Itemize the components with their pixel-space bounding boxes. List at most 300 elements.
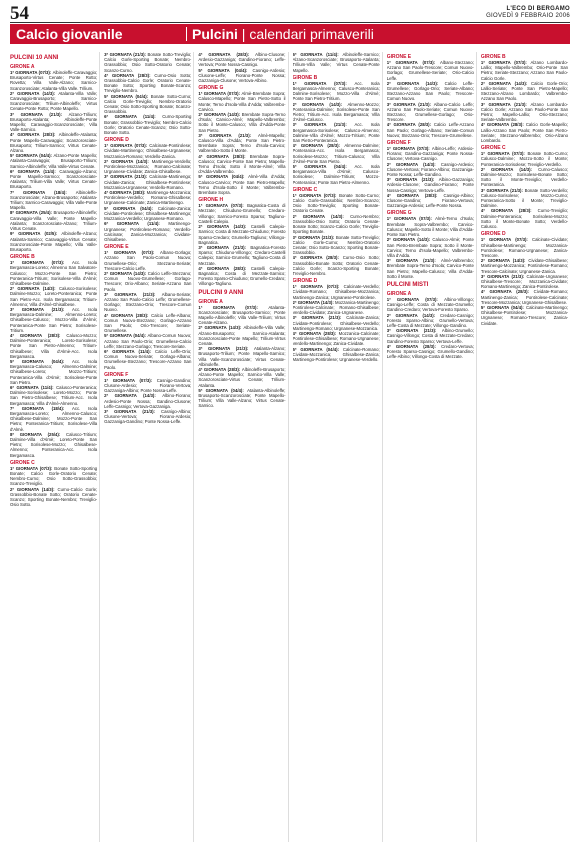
matchday-entry: [481, 258, 568, 274]
matchday-entry: [387, 297, 474, 313]
matchday-fixtures: Atalanta-Villa Valle; Caravaggio-Brusaporto; Sarnico-Scanzorosciate; Trilium-Albinoleffe; Virtus Cenate-Ponte Rotto; Ponte Mapello.: [10, 90, 98, 112]
matchday-entry: [387, 313, 474, 329]
matchday-label: 2ª GIORNATA (14/3):: [480, 80, 532, 86]
matchday-label: 2ª GIORNATA (14/3):: [386, 80, 445, 86]
matchday-fixtures: Casnigo-Ardesio; Clusone-Leffe; Fiorano-Ponte Nossa; Gazzaniga-Clusone; Vertova-Albino.: [198, 67, 286, 84]
matchday-entry: [104, 378, 191, 394]
matchday-fixtures: Curno-Nembro; Grassobbio-Osio Sotto; Oratorio Cenate-Bonate Sotto; Scanzo-Calcio Gorle; Treviglio-Sporting Bonate.: [292, 213, 380, 235]
group-heading: GIRONE E: [104, 244, 129, 251]
matchday-fixtures: Albinoleffe-Scanzorosciate; Alzano-Brusaporto; Atalanta-Trilium; Sarnico-Caravaggio; Villa Valle-Ponte Mapello.: [10, 189, 98, 211]
matchday-fixtures: Acc. Isola Bergamasca-Calusco; Almenno-Dalmine; Ghisalbese-Loreto; Mozzo-Tritium; Ponteranica-Villa d'Almè; Sorisolese-Ponte San Pietro.: [10, 358, 98, 385]
matchday-label: 4ª GIORNATA (28/3):: [104, 72, 155, 78]
matchday-label: 1ª GIORNATA (07/3):: [386, 296, 445, 302]
matchday-entry: [387, 344, 474, 360]
matchday-entry: [481, 305, 568, 326]
matchday-entry: [104, 271, 191, 292]
matchday-entry: [481, 289, 568, 305]
matchday-fixtures: Calusco-Mozzo; Dalmine-Ponteranica; Loreto-Sorisolese; Ponte San Pietro-Almenno; Tritium-Ghisalbese; Villa d'Almè-Acc. Isola Bergamasca.: [10, 332, 98, 359]
matchday-fixtures: Bonate Sotto-Curno; Calcio Gorle-Grassobbio; Nembro-Scanzo; Osio Sotto-Treviglio; Sporting Bonate-Oratorio Cenate.: [292, 192, 380, 214]
matchday-fixtures: Albinoleffe-Brusaporto; Alzano-Ponte Mapello; Sarnico-Villa Valle; Scanzorosciate-Virtus Cenate; Trilium-Atalanta.: [198, 366, 286, 388]
matchday-label: 2ª GIORNATA (14/3):: [292, 213, 351, 219]
matchday-entry: [481, 237, 568, 258]
matchday-entry: [104, 52, 191, 73]
matchday-entry: [387, 81, 474, 102]
matchday-label: 4ª GIORNATA (28/3):: [104, 190, 147, 196]
group-heading: GIRONE G: [198, 85, 224, 92]
banner-title-bold: Pulcini: [192, 26, 238, 42]
category-heading: PULCINI MISTI: [386, 281, 429, 288]
matchday-label: 2ª GIORNATA (14/3):: [198, 112, 242, 118]
matchday-label: 9ª GIORNATA (02/5):: [10, 231, 62, 237]
matchday-label: 4ª GIORNATA (28/3):: [198, 265, 251, 271]
matchday-entry: [104, 206, 191, 222]
issue-date: GIOVEDÌ 9 FEBBRAIO 2006: [486, 13, 570, 19]
matchday-entry: [387, 216, 474, 237]
matchday-label: 2ª GIORNATA (14/3):: [198, 325, 244, 331]
page-header: [10, 3, 570, 24]
matchday-label: 6ª GIORNATA (11/4):: [10, 384, 57, 390]
group-heading: GIRONE H: [198, 197, 224, 204]
newspaper-name: L'ECO DI BERGAMO: [506, 6, 570, 12]
matchday-fixtures: Calcio Leffe-Stezzano; Comun Nuovo-Grumellese; Gorlago-Trescore; Orio-Albano; Seriate-Azzano San Paolo.: [104, 270, 192, 292]
category-heading: PULCINI 9 ANNI: [198, 289, 244, 296]
schedule-column: [198, 52, 288, 842]
matchday-entry: [198, 305, 285, 326]
group-heading: GIRONE E: [386, 54, 412, 60]
matchday-entry: [104, 174, 191, 190]
matchday-entry: [293, 235, 380, 256]
matchday-entry: [104, 221, 191, 242]
matchday-label: 5ª GIORNATA (04/4):: [292, 164, 355, 170]
matchday-entry: [10, 432, 97, 458]
matchday-label: 2ª GIORNATA (14/3):: [480, 166, 539, 172]
matchday-label: 1ª GIORNATA (07/3):: [292, 80, 355, 86]
matchday-fixtures: Acc. Isola Bergamasca-Almenno; Calusco-Ponteranica; Dalmine-Sorisolese; Mozzo-Villa d'Almè; Ponte San Pietro-Tritium.: [292, 80, 380, 102]
matchday-label: 5ª GIORNATA (04/4):: [292, 346, 343, 352]
matchday-entry: [481, 60, 568, 81]
matchday-fixtures: Atalanta-Scanzorosciate; Brusaporto-Sarnico; Ponte Mapello-Albinoleffe; Villa Valle-Trilium; Virtus Cenate-Alzano.: [198, 304, 286, 326]
matchday-fixtures: Albinoleffe-Sarnico; Alzano-Scanzorosciate; Brusaporto-Atalanta; Trilium-Villa Valle; Virtus Cenate-Ponte Mapello.: [292, 52, 380, 73]
matchday-fixtures: Bonate Sotto-Treviglio; Calcio Gorle-Sporting Bonate; Nembro-Grassobbio; Osio Sotto-Oratorio Cenate; Scanzo-Curno.: [104, 52, 192, 73]
matchday-fixtures: Caravaggio-Alzano; Ponte Mapello-Sarnico; Scanzorosciate-Atalanta; Trilium-Villa Valle; Virtus Cenate-Brusaporto.: [10, 168, 98, 190]
matchday-label: 2ª GIORNATA (14/3):: [10, 486, 58, 492]
matchday-entry: [10, 406, 97, 432]
matchday-entry: [293, 315, 380, 331]
matchday-entry: [198, 388, 285, 409]
matchday-entry: [481, 274, 568, 290]
matchday-label: 3ª GIORNATA (21/3):: [292, 315, 347, 321]
group-heading: GIRONE A: [386, 290, 412, 297]
banner-title: [192, 25, 374, 43]
matchday-fixtures: Calusco-Sorisolese; Dalmine-Mozzo; Loreto-Ponteranica; Ponte San Pietro-Acc. Isola Bergamasca; Tritium-Almenno; Villa d'Almè-Ghisalbese.: [10, 286, 98, 307]
matchday-entry: [10, 169, 97, 190]
matchday-entry: [104, 250, 191, 271]
matchday-label: 5ª GIORNATA (04/4):: [104, 333, 148, 339]
matchday-entry: [104, 94, 191, 115]
matchday-fixtures: Albano-Seriate; Azzano San Paolo-Calcio Leffe; Grumellese-Gorlago; Stezzano-Orio; Trescore-Comun Nuovo.: [104, 291, 192, 313]
matchday-fixtures: Albano-Gorlago; Azzano San Paolo-Comun Nuovo; Grumellese-Orio; Stezzano-Seriate; Trescore-Calcio Leffe.: [104, 250, 192, 271]
matchday-entry: [198, 68, 285, 84]
group-heading: GIRONE C: [292, 186, 318, 193]
group-heading: GIRONE D: [292, 278, 318, 285]
matchday-entry: [387, 122, 474, 138]
matchday-label: 3ª GIORNATA (21/3):: [104, 291, 162, 297]
matchday-entry: [104, 190, 191, 206]
matchday-entry: [293, 81, 380, 102]
matchday-label: 3ª GIORNATA (21/3):: [292, 234, 336, 240]
matchday-entry: [293, 214, 380, 235]
matchday-entry: [481, 102, 568, 123]
matchday-fixtures: Calcio Leffe-Albano; Comun Nuovo-Stezzano; Gorlago-Azzano San Paolo; Orio-Trescore; Seriate-Grumellese.: [104, 312, 192, 334]
matchday-label: 4ª GIORNATA (28/3):: [480, 122, 526, 128]
matchday-fixtures: Castelli Calepio-Bagnatica; Costa di Mezzate-Sarnico; Foresto Sparso-Chiuduno; Grumello-Credaro; Villongo-Tagliuno.: [198, 265, 286, 287]
matchday-fixtures: Acc. Isola Bergamasca-Loreto; Almenno-Calusco; Ghisalbese-Dalmine; Mozzo-Ponte San Pietro; Ponteranica-Tritium; Sorisolese-Villa d'Almè.: [10, 405, 98, 432]
matchday-entry: [10, 385, 97, 406]
matchday-fixtures: Albino-Villongo; Casnigo-Leffe; Costa di Mezzate-Grumello; Gandino-Credaro; Vertova-Foresto Sparso.: [386, 296, 474, 313]
matchday-fixtures: Calcio Gorle-Orio; Lallio-Seriate; Ponte San Pietro-Mapello; Stezzano-Alzano Lombardo; Valbrembo-Azzano San Paolo.: [480, 80, 569, 102]
matchday-entry: [293, 102, 380, 123]
group-heading: GIRONE C: [10, 459, 35, 466]
matchday-fixtures: Alzano-Trilium; Brusaporto-Atalanta; Albinoleffe-Ponte Mapello; Caravaggio-Scanzorosciate; Villa Valle-Sarnico.: [10, 111, 98, 133]
category-heading: PULCINI 10 ANNI: [10, 55, 59, 61]
matchday-entry: [10, 359, 97, 385]
matchday-fixtures: Acc. Isola Bergamasca-Loreto; Almenno San Salvatore-Calusco; Mozzo-Ponte San Pietro; Ponteranica-Tritium; Sorisolese-Villa d'Almè; Ghisalbese-Dalmine.: [10, 260, 98, 286]
matchday-label: 1ª GIORNATA (07/3):: [198, 304, 269, 310]
matchday-label: 1ª GIORNATA (07/3):: [104, 143, 150, 149]
matchday-fixtures: Bagnatica-Costa di Mezzate; Chiuduno-Grumello; Credaro-Villongo; Sarnico-Foresto Sparso; Tagliuno-Castelli Calepio.: [198, 203, 286, 224]
matchday-entry: [104, 333, 191, 349]
matchday-fixtures: Bonate Sotto-Verdello; Calusco-Sorisolese; Mozzo-Curno; Ponteranica-Sotto il Monte; Treviglio-Dalmine.: [480, 187, 569, 209]
group-heading: GIRONE D: [104, 137, 129, 144]
matchday-entry: [198, 52, 285, 68]
matchday-fixtures: Castelli Calepio-Sarnico; Costa di Mezzate-Chiuduno; Foresto Sparso-Credaro; Grumello-Tagliuno; Villongo-Bagnatica.: [198, 224, 286, 245]
matchday-fixtures: Acc. Isola Bergamasca-Sorisolese; Calusco-Almenno; Dalmine-Villa d'Almè; Mozzo-Tritium; Ponte San Pietro-Ponteranica.: [292, 122, 380, 144]
matchday-entry: [481, 122, 568, 143]
schedule-column: [293, 52, 383, 842]
matchday-fixtures: Bonate Sotto-Curno; Calusco-Dalmine; Mozzo-Sotto il Monte; Ponteranica-Sorisolese; Treviglio-Verdello.: [480, 151, 569, 167]
matchday-fixtures: Calcinate-Martinengo; Ghisalbese-Pontirolese; Mozzanica-Urgnanese; Romano-Trescore; Zanica-Cividate.: [480, 304, 569, 326]
matchday-label: 3ª GIORNATA (21/3):: [480, 187, 525, 193]
matchday-entry: [293, 331, 380, 347]
matchday-fixtures: Albano-Stezzano; Azzano San Paolo-Trescore; Comun Nuovo-Gorlago; Grumellese-Seriate; Orio-Calcio Leffe.: [386, 60, 474, 81]
matchday-fixtures: Albinoleffe-Alzano; Atalanta-Sarnico; Caravaggio-Virtus Cenate; Scanzorosciate-Ponte Mapello; Villa Valle-Brusaporto.: [10, 231, 98, 252]
matchday-label: 4ª GIORNATA (28/3):: [198, 153, 250, 159]
matchday-entry: [387, 146, 474, 162]
matchday-fixtures: Almenno-Dalmine; Ponteranica-Acc. Isola Bergamasca; Sorisolese-Mozzo; Tritium-Calusco; Villa d'Almè-Ponte San Pietro.: [292, 143, 380, 164]
group-heading: GIRONE B: [292, 74, 318, 81]
matchday-fixtures: Alzano Lombardo-Calcio Gorle; Azzano San Paolo-Ponte San Pietro; Mapello-Lallio; Orio-Stezzano; Seriate-Valbrembo.: [480, 101, 569, 123]
matchday-label: 4ª GIORNATA (28/3):: [480, 208, 538, 214]
matchday-label: 2ª GIORNATA (14/3):: [480, 258, 529, 264]
matchday-entry: [104, 313, 191, 334]
matchday-label: 4ª GIORNATA (28/3):: [386, 343, 442, 349]
matchday-entry: [10, 466, 97, 487]
group-heading: GIRONE G: [386, 210, 412, 217]
matchday-fixtures: Brembate Sopra-Terno d'Isola; Carvico-Almè; Mapello-Valbrembo; Sotto il Monte-Calusco; Villa d'Adda-Ponte San Pietro.: [198, 112, 286, 133]
matchday-fixtures: Brembate Sopra-Calusco; Carvico-Ponte San Pietro; Mapello-Terno d'Isola; Sotto il Monte-Almè; Villa d'Adda-Valbrembo.: [198, 153, 286, 175]
matchday-label: 5ª GIORNATA (04/4):: [104, 93, 151, 99]
matchday-entry: [387, 60, 474, 81]
matchday-label: 1ª GIORNATA (07/3):: [480, 151, 528, 157]
group-heading: GIRONE D: [480, 231, 506, 238]
matchday-label: 2ª GIORNATA (14/3):: [104, 270, 148, 276]
matchday-fixtures: Casnigo-Ardesio; Clusone-Vertova; Fiorano-Albino; Gazzaniga-Ponte Nossa; Leffe-Gandino.: [386, 161, 474, 178]
matchday-fixtures: Calcinate-Romano; Cividate-Mozzanica; Ghisalbese-Zanica; Martinengo-Pontirolese; Urgnanese-Verdello.: [292, 346, 380, 362]
matchday-label: 2ª GIORNATA (14/3):: [386, 312, 440, 318]
banner-divider: [186, 27, 187, 41]
group-heading: GIRONE A: [10, 64, 35, 70]
matchday-label: 6ª GIORNATA (11/4):: [104, 348, 156, 354]
matchday-fixtures: Casnigo-Albino; Clusone-Vertova; Fiorano-Ardesio; Gazzaniga-Gandino; Ponte Nossa-Leffe.: [104, 409, 192, 425]
matchday-entry: [198, 367, 285, 388]
matchday-fixtures: Cividate-Ghisalbese; Martinengo-Mozzanica; Pontirolese-Romano; Trescore-Calcinate; Urgnanese-Zanica.: [480, 258, 569, 274]
matchday-fixtures: Bonate Sotto-Sporting Bonate; Calcio Gorle-Oratorio Cenate; Nembro-Curno; Osio Sotto-Grassobbio; Scanzo-Treviglio.: [10, 465, 98, 487]
matchday-label: 7ª GIORNATA (18/4):: [10, 189, 76, 195]
matchday-entry: [104, 292, 191, 313]
matchday-entry: [198, 133, 285, 154]
matchday-label: 1ª GIORNATA (07/3):: [198, 91, 242, 97]
matchday-entry: [198, 112, 285, 133]
matchday-fixtures: Albinoleffe-Atalanta; Ponte Mapello-Caravaggio; Scanzorosciate-Brusaporto; Trilium-Sarnico; Virtus Cenate-Alzano.: [10, 132, 98, 154]
matchday-fixtures: Albino-Leffe; Ardesio-Fiorano; Gandino-Gazzaniga; Ponte Nossa-Clusone; Vertova-Casnigo.: [386, 146, 474, 162]
matchday-label: 5ª GIORNATA (04/4):: [480, 304, 526, 310]
matchday-fixtures: Calcinate-Pontirolese; Cividate-Martinengo; Ghisalbese-Urgnanese; Mozzanica-Romano; Verdello-Zanica.: [104, 143, 192, 159]
matchday-fixtures: Calcinate-Zanica; Cividate-Pontirolese; Ghisalbese-Verdello; Martinengo-Romano; Urgnanese-Mozzanica.: [292, 315, 380, 331]
matchday-label: 3ª GIORNATA (21/3):: [10, 306, 72, 312]
matchday-entry: [198, 91, 285, 112]
matchday-label: 4ª GIORNATA (28/3):: [198, 52, 256, 57]
matchday-label: 1ª GIORNATA (07/3):: [480, 237, 532, 243]
matchday-entry: [387, 237, 474, 258]
matchday-fixtures: Calcio Leffe-Grumellese; Gorlago-Orio; Seriate-Albano; Stezzano-Azzano San Paolo; Trescore-Comun Nuovo.: [386, 80, 474, 102]
matchday-fixtures: Curno-Sporting Bonate; Grassobbio-Treviglio; Nembro-Calcio Gorle; Oratorio Cenate-Scanzo; Osio Sotto-Bonate Sotto.: [104, 114, 192, 136]
matchday-fixtures: Mozzanica-Martinengo; Pontirolese-Calcinate; Romano-Ghisalbese; Verdello-Cividate; Zanica-Urgnanese.: [292, 299, 380, 316]
matchday-label: 8ª GIORNATA (25/4):: [10, 210, 54, 216]
matchday-fixtures: Almenno-Mozzo; Ponteranica-Dalmine; Sorisolese-Ponte San Pietro; Tritium-Acc. Isola Bergamasca; Villa d'Almè-Calusco.: [292, 101, 380, 123]
matchday-label: 2ª GIORNATA (14/3):: [292, 299, 336, 305]
matchday-fixtures: Calcinate-Verdello; Cividate-Romano; Ghisalbese-Mozzanica; Martinengo-Zanica; Urgnanese-Pontirolese.: [292, 284, 380, 300]
matchday-fixtures: Atalanta-Albinoleffe; Brusaporto-Scanzorosciate; Ponte Mapello-Trilium; Villa Valle-Alzano; Virtus Cenate-Sarnico.: [198, 387, 286, 409]
matchday-label: 1ª GIORNATA (07/3):: [386, 216, 436, 222]
matchday-fixtures: Calcio Leffe-Orio; Comun Nuovo-Seriate; Gorlago-Albano; Grumellese-Stezzano; Trescore-Azzano San Paolo.: [104, 348, 192, 370]
matchday-fixtures: Calusco-Tritium; Dalmine-Villa d'Almè; Loreto-Ponte San Pietro; Sorisolese-Mozzo; Ghisalbese-Almenno; Ponteranica-Acc. Isola Bergamasca.: [10, 431, 98, 458]
matchday-label: 3ª GIORNATA (21/3):: [104, 409, 161, 414]
matchday-label: 3ª GIORNATA (21/3):: [198, 346, 254, 352]
matchday-fixtures: Bagnatica-Foresto Sparso; Chiuduno-Villongo; Credaro-Castelli Calepio; Sarnico-Grumello; Tagliuno-Costa di Mezzate.: [198, 244, 286, 266]
matchday-fixtures: Curno-Treviglio; Dalmine-Ponteranica; Sorisolese-Mozzo; Sotto il Monte-Bonate Sotto; Verdello-Calusco.: [480, 208, 569, 230]
matchday-fixtures: Albino-Grumello; Casnigo-Villongo; Costa di Mezzate-Credaro; Gandino-Foresto Sparso; Vertova-Leffe.: [386, 328, 474, 344]
matchday-label: 4ª GIORNATA (28/3):: [480, 289, 534, 295]
matchday-label: 6ª GIORNATA (11/4):: [292, 52, 343, 57]
matchday-entry: [10, 260, 97, 286]
matchday-entry: [10, 70, 97, 91]
matchday-label: 2ª GIORNATA (14/3):: [104, 158, 152, 164]
matchday-label: 3ª GIORNATA (21/3):: [104, 174, 150, 180]
matchday-fixtures: Almè-Valbrembo; Brembate Sopra-Terno d'Isola; Carvico-Ponte San Pietro; Mapello-Calusco; Villa d'Adda-Sotto il Monte.: [386, 258, 474, 279]
matchday-entry: [293, 143, 380, 164]
matchday-entry: [10, 91, 97, 112]
matchday-label: 2ª GIORNATA (14/3):: [10, 286, 59, 292]
matchday-fixtures: Credaro-Casnigo; Foresto Sparso-Albino; Grumello-Vertova; Leffe-Costa di Mezzate; Villongo-Gandino.: [386, 312, 474, 328]
matchday-entry: [10, 190, 97, 211]
page-number: 54: [10, 3, 29, 24]
matchday-entry: [481, 188, 568, 209]
matchday-entry: [387, 258, 474, 279]
matchday-fixtures: Calcinate-Zanica; Cividate-Pontirolese; Ghisalbese-Martinengo; Mozzanica-Verdello; Urgnanese-Romano.: [104, 205, 192, 222]
matchday-label: 2ª GIORNATA (14/3):: [10, 90, 59, 96]
matchday-entry: [293, 164, 380, 185]
matchday-label: 6ª GIORNATA (11/4):: [10, 168, 60, 174]
matchday-label: 1ª GIORNATA (07/3):: [10, 465, 55, 471]
matchday-label: 1ª GIORNATA (07/3):: [198, 203, 248, 209]
matchday-entry: [104, 73, 191, 94]
matchday-fixtures: Acc. Isola Bergamasca-Dalmine; Almenno-Loreto; Ghisalbese-Calusco; Mozzo-Villa d'Almè; Ponteranica-Ponte San Pietro; Sorisolese-Tritium.: [10, 306, 98, 333]
matchday-entry: [293, 122, 380, 143]
matchday-label: 1ª GIORNATA (07/3):: [104, 377, 157, 383]
matchday-entry: [104, 349, 191, 370]
section-banner: [10, 24, 570, 44]
matchday-label: 7ª GIORNATA (18/4):: [10, 405, 72, 411]
matchday-entry: [387, 328, 474, 344]
matchday-fixtures: Albano-Calcio Leffe; Azzano San Paolo-Seriate; Comun Nuovo-Stezzano; Grumellese-Gorlago; Orio-Trescore.: [386, 101, 474, 123]
matchday-entry: [198, 245, 285, 266]
matchday-entry: [481, 151, 568, 167]
matchday-entry: [10, 231, 97, 252]
group-heading: GIRONE F: [386, 140, 411, 147]
matchday-fixtures: Casnigo-Gandino; Clusone-Ardesio; Fiorano-Vertova; Gazzaniga-Albino; Ponte Nossa-Leffe.: [104, 377, 192, 394]
group-heading: GIRONE B: [10, 254, 35, 261]
matchday-label: 5ª GIORNATA (04/4):: [104, 205, 158, 211]
matchday-fixtures: Albino-Clusone; Ardesio-Gazzaniga; Gandino-Fiorano; Leffe-Vertova; Ponte Nossa-Casnigo.: [198, 52, 286, 68]
matchday-label: 5ª GIORNATA (04/4):: [198, 67, 253, 73]
matchday-fixtures: Albinoleffe-Caravaggio; Brusaporto-Virtus Cenate; Ponte Rotto; Rovetta; Villa Valle-Alzano; Sarnico-Scanzorosciate; Atalanta-Villa Valle. Trilium.: [10, 70, 98, 91]
matchday-fixtures: Alzano Lombardo-Lallio; Mapello-Valbrembo; Orio-Ponte San Pietro; Seriate-Stezzano; Azzano San Paolo-Calcio Gorle.: [480, 60, 569, 81]
matchday-label: 8ª GIORNATA (25/4):: [10, 431, 67, 437]
matchday-label: 4ª GIORNATA (28/3):: [292, 143, 345, 149]
matchday-label: 1ª GIORNATA (07/3):: [104, 250, 161, 256]
matchday-label: 3ª GIORNATA (21/3):: [104, 52, 148, 57]
matchday-label: 4ª GIORNATA (28/3):: [386, 122, 434, 128]
matchday-label: 3ª GIORNATA (21/3):: [386, 328, 442, 334]
matchday-label: 2ª GIORNATA (14/3):: [292, 101, 348, 107]
matchday-entry: [198, 174, 285, 195]
matchday-fixtures: Albino-Gazzaniga; Ardesio-Clusone; Gandino-Fiorano; Ponte Nossa-Casnigo; Vertova-Leffe.: [386, 177, 474, 193]
matchday-entry: [10, 112, 97, 133]
matchday-label: 3ª GIORNATA (21/3):: [198, 132, 259, 138]
matchday-entry: [198, 203, 285, 224]
matchday-entry: [387, 193, 474, 209]
schedule-column: [104, 52, 194, 842]
group-heading: GIRONE A: [198, 298, 223, 305]
matchday-label: 4ª GIORNATA (28/3):: [10, 332, 67, 338]
matchday-label: 1ª GIORNATA (07/3):: [10, 260, 72, 266]
matchday-entry: [293, 255, 380, 276]
matchday-label: 3ª GIORNATA (21/3):: [386, 258, 441, 264]
matchday-fixtures: Calcio Gorle-Mapello; Lallio-Azzano San Paolo; Ponte San Pietro-Seriate; Stezzano-Valbrembo; Orio-Alzano Lombardo.: [480, 122, 569, 144]
matchday-fixtures: Credaro-Vertova; Foresto Sparso-Casnigo; Grumello-Gandino; Leffe-Albino; Villongo-Costa di Mezzate.: [386, 343, 474, 360]
matchday-entry: [104, 409, 191, 425]
matchday-label: 4ª GIORNATA (28/3):: [386, 192, 444, 198]
matchday-fixtures: Martinengo-Urgnanese; Pontirolese-Romano; Verdello-Calcinate; Zanica-Mozzanica; Cividate-Ghisalbese.: [104, 221, 192, 242]
matchday-fixtures: Martinengo-Mozzanica; Pontirolese-Verdello; Romano-Ghisalbese; Urgnanese-Calcinate; Zanica-Martinengo.: [104, 190, 192, 206]
matchday-entry: [10, 286, 97, 307]
matchday-fixtures: Atalanta-Alzano; Brusaporto-Trilium; Ponte Mapello-Sarnico; Villa Valle-Scanzorosciate; Virtus Cenate-Albinoleffe.: [198, 346, 286, 367]
matchday-label: 2ª GIORNATA (14/3):: [104, 393, 163, 399]
matchday-fixtures: Bonate Sotto-Curno; Calcio Gorle-Treviglio; Nembro-Oratorio Cenate; Osio Sotto-Sporting Bonate; Scanzo-Grassobbio.: [104, 93, 192, 115]
matchday-entry: [481, 81, 568, 102]
matchday-entry: [104, 393, 191, 409]
matchday-entry: [198, 224, 285, 245]
matchday-label: 1ª GIORNATA (07/3):: [292, 284, 344, 290]
matchday-fixtures: Albano-Comun Nuovo; Azzano San Paolo-Orio; Grumellese-Calcio Leffe; Stezzano-Gorlago; Trescore-Seriate.: [104, 333, 192, 349]
matchday-label: 1ª GIORNATA (07/3):: [386, 146, 432, 152]
matchday-label: 3ª GIORNATA (21/3):: [480, 101, 531, 107]
banner-title-rest: | calendari primaverili: [237, 26, 374, 42]
matchday-label: 5ª GIORNATA (04/4):: [10, 153, 54, 159]
matchday-entry: [387, 162, 474, 178]
matchday-entry: [10, 132, 97, 153]
matchday-label: 3ª GIORNATA (21/3):: [480, 273, 527, 279]
matchday-entry: [481, 167, 568, 188]
schedule-column: [10, 52, 100, 842]
matchday-entry: [387, 102, 474, 123]
group-heading: GIRONE F: [104, 371, 129, 378]
matchday-label: 4ª GIORNATA (28/3):: [292, 330, 339, 336]
matchday-label: 2ª GIORNATA (14/3):: [198, 224, 251, 230]
matchday-label: 3ª GIORNATA (21/3):: [10, 111, 69, 117]
matchday-label: 3ª GIORNATA (21/3):: [386, 101, 434, 107]
matchday-entry: [104, 159, 191, 175]
matchday-label: 1ª GIORNATA (07/3):: [292, 192, 340, 198]
matchday-entry: [10, 153, 97, 169]
section-name: Calcio giovanile: [16, 26, 123, 42]
matchday-entry: [293, 193, 380, 214]
matchday-fixtures: Calusco-Almè; Ponte San Pietro-Brembate Sopra; Sotto il Monte-Carvico; Terno d'Isola-Mapello; Valbrembo-Villa d'Adda.: [386, 237, 474, 258]
matchday-fixtures: Brusaporto-Albinoleffe; Caravaggio-Villa Valle; Ponte Mapello-Atalanta; Scanzorosciate-Alzano; Trilium-Virtus Cenate.: [10, 210, 98, 232]
matchday-fixtures: Albinoleffe-Villa Valle; Alzano-Brusaporto; Sarnico-Atalanta; Scanzorosciate-Ponte Mapello; Trilium-Virtus Cenate.: [198, 325, 286, 346]
matchday-fixtures: Bonate Sotto-Treviglio; Calcio Gorle-Curno; Nembro-Oratorio Cenate; Osio Sotto-Scanzo; Sporting Bonate-Grassobbio.: [292, 234, 380, 256]
matchday-entry: [198, 325, 285, 346]
matchday-label: 3ª GIORNATA (21/3):: [198, 244, 251, 250]
matchday-label: 4ª GIORNATA (28/3):: [104, 312, 152, 318]
matchday-label: 1ª GIORNATA (07/3):: [10, 70, 53, 75]
matchday-label: 6ª GIORNATA (11/4):: [104, 221, 169, 227]
matchday-label: 4ª GIORNATA (28/3):: [198, 366, 242, 372]
matchday-label: 1ª GIORNATA (07/3):: [480, 60, 531, 65]
matchday-label: 5ª GIORNATA (04/4):: [198, 387, 248, 393]
matchday-fixtures: Curno-Osio Sotto; Grassobbio-Calcio Gorle; Oratorio Cenate-Bonate Sotto; Sporting Bonate-Scanzo; Treviglio-Nembro.: [104, 72, 192, 94]
matchday-fixtures: Albino-Fiorano; Ardesio-Ponte Nossa; Gandino-Clusone; Leffe-Casnigo; Vertova-Gazzaniga.: [104, 393, 192, 409]
matchday-label: 6ª GIORNATA (11/4):: [104, 114, 163, 120]
matchday-entry: [198, 154, 285, 175]
matchday-entry: [10, 487, 97, 508]
matchday-fixtures: Calcinate-Cividate; Ghisalbese-Martinengo; Mozzanica-Pontirolese; Romano-Urgnanese; Zanica-Trescore.: [480, 237, 569, 258]
matchday-label: 5ª GIORNATA (04/4):: [198, 174, 249, 180]
matchday-fixtures: Curno-Calusco; Dalmine-Mozzo; Sorisolese-Bonate Sotto; Sotto il Monte-Treviglio; Verdello-Ponteranica.: [480, 166, 569, 188]
matchday-fixtures: Calcinate-Martinengo; Cividate-Zanica; Ghisalbese-Pontirolese; Mozzanica-Urgnanese; Verdello-Romano.: [104, 174, 192, 190]
matchday-entry: [293, 347, 380, 363]
matchday-fixtures: Calusco-Ponteranica; Dalmine-Sorisolese; Loreto-Mozzo; Ponte San Pietro-Ghisalbese; Tritium-Acc. Isola Bergamasca; Villa d'Almè-Almenno.: [10, 384, 98, 406]
matchday-entry: [293, 284, 380, 300]
matchday-fixtures: Alzano-Ponte Mapello; Atalanta-Caravaggio; Brusaporto-Trilium; Sarnico-Albinoleffe; Villa Valle-Virtus Cenate.: [10, 153, 98, 169]
matchday-label: 2ª GIORNATA (14/3):: [386, 161, 441, 167]
matchday-fixtures: Calcio Leffe-Azzano San Paolo; Gorlago-Albano; Seriate-Comun Nuovo; Stezzano-Orio; Trescore-Grumellese.: [386, 122, 474, 138]
matchday-fixtures: Mozzanica-Calcinate; Pontirolese-Ghisalbese; Romano-Urgnanese; Verdello-Martinengo; Zanica-Cividate.: [292, 330, 380, 347]
matchday-fixtures: Acc. Isola Bergamasca-Villa d'Almè; Calusco-Sorisolese; Dalmine-Tritium; Mozzo-Ponteranica; Ponte San Pietro-Almenno.: [292, 164, 380, 185]
matchday-fixtures: Almè-Mapello; Calusco-Villa d'Adda; Ponte San Pietro-Brembate Sopra; Terno d'Isola-Carvico; Valbrembo-Sotto il Monte.: [198, 132, 286, 154]
matchday-label: 4ª GIORNATA (28/3):: [10, 132, 59, 138]
matchday-entry: [198, 346, 285, 367]
